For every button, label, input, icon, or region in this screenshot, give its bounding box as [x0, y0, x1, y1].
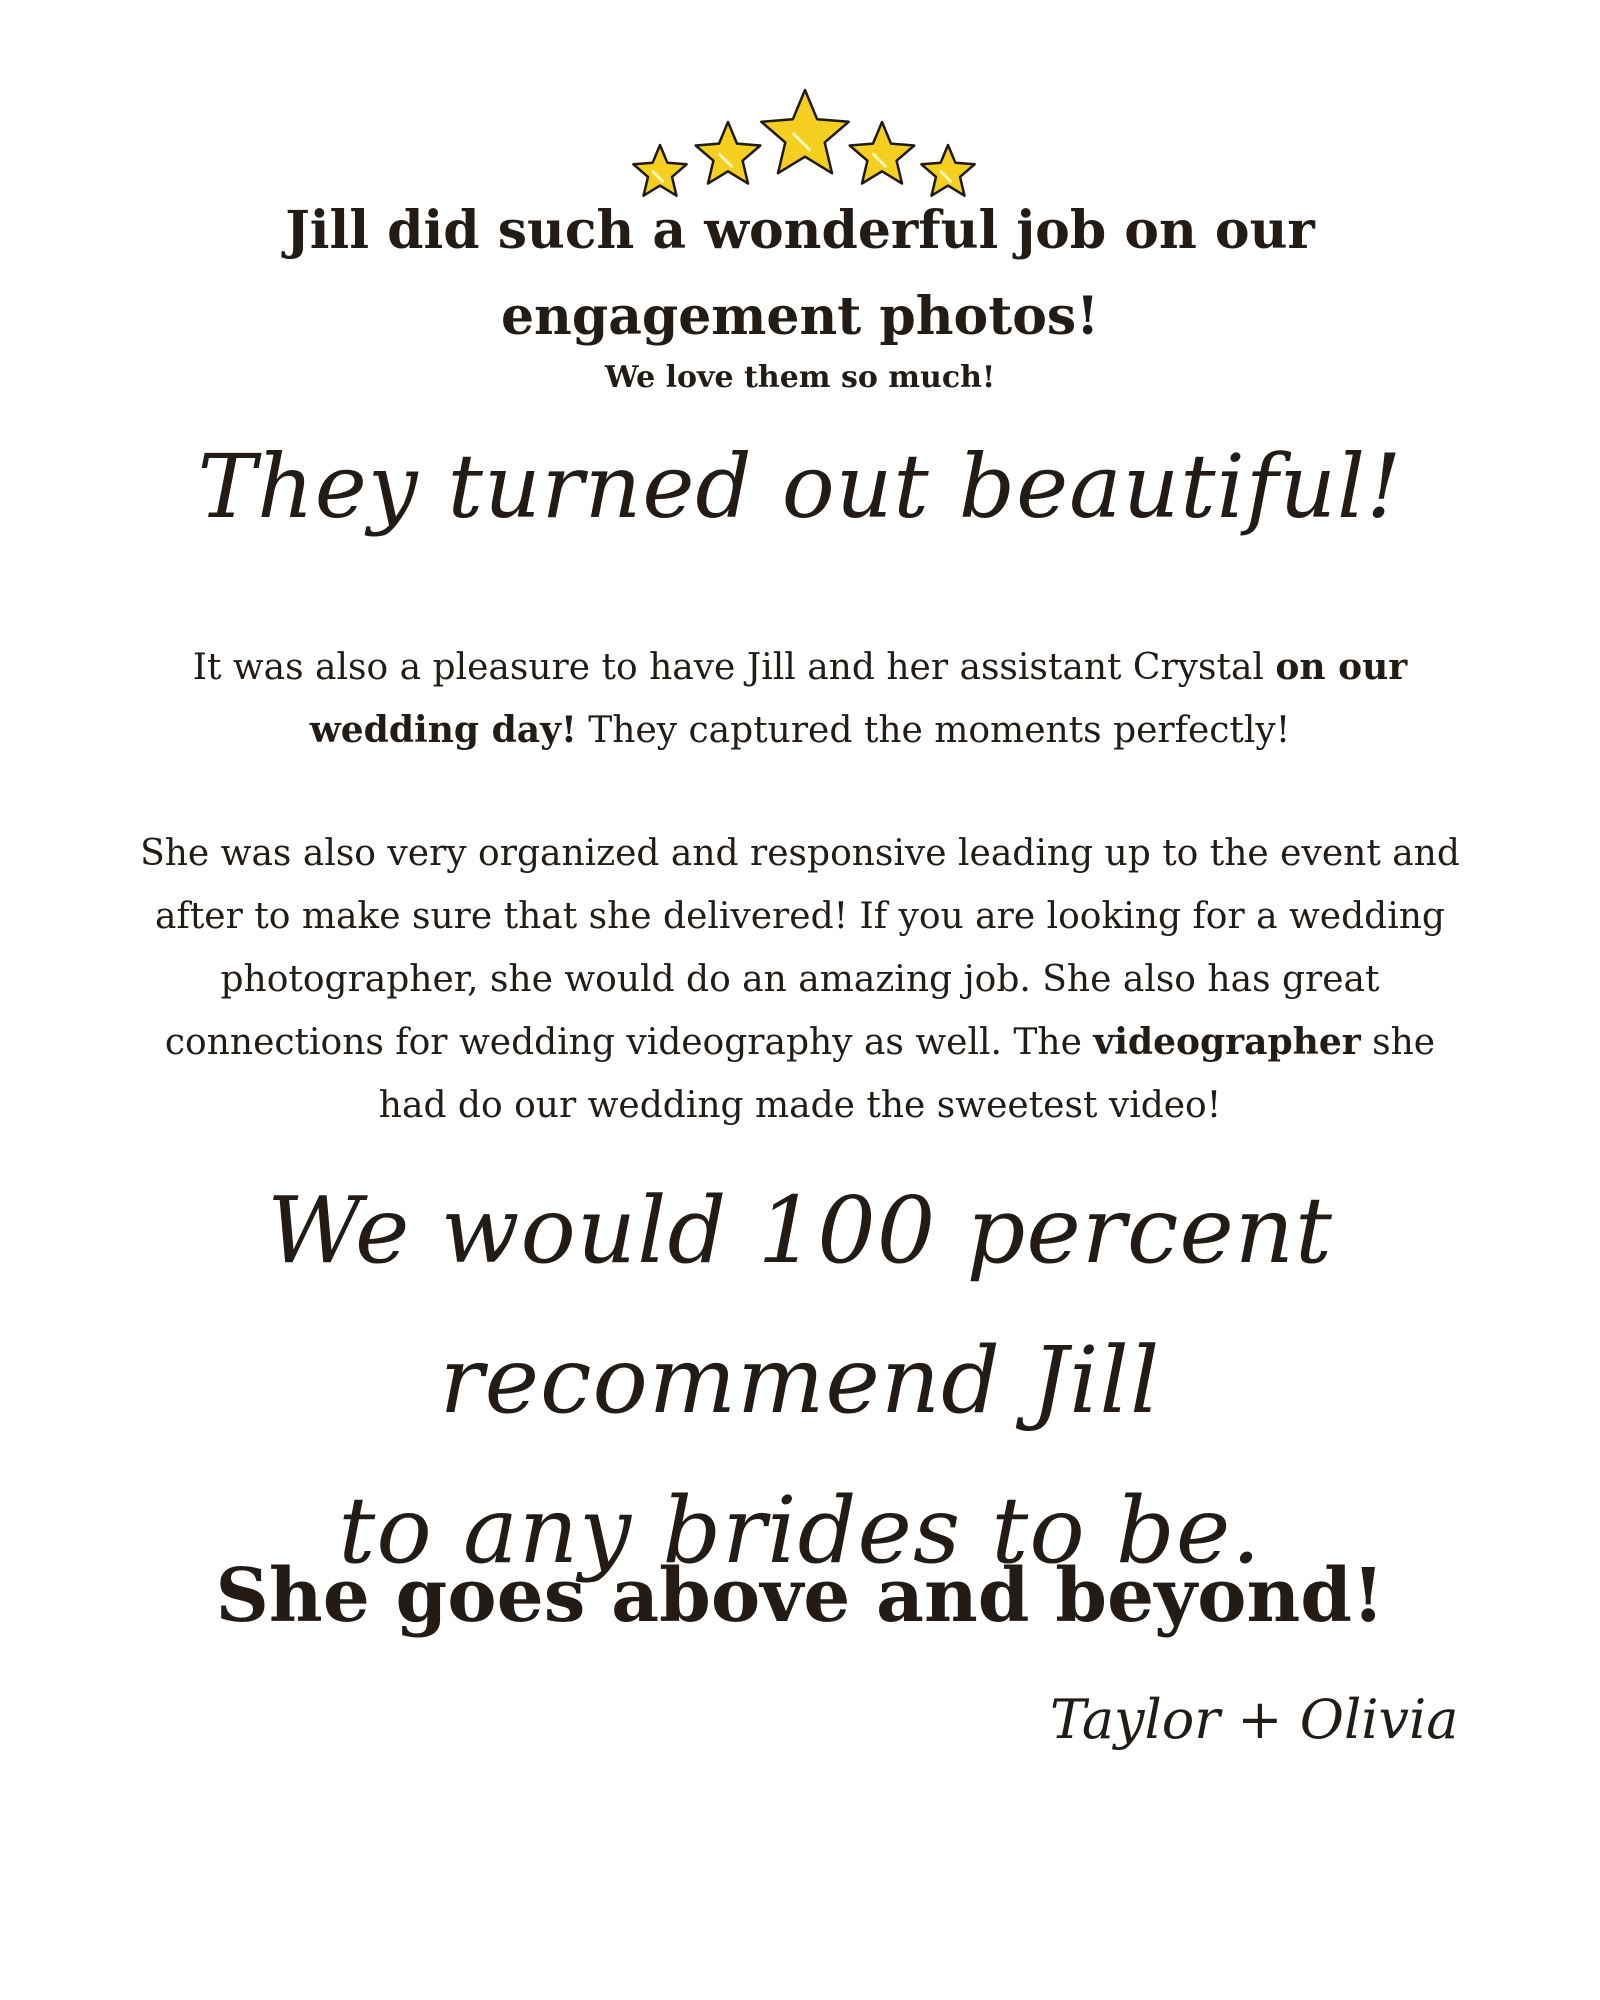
headline-line-2: engagement photos! [500, 286, 1100, 347]
recommendation-line-1: We would 100 percent recommend Jill [266, 1177, 1334, 1434]
star-icon [761, 90, 848, 173]
paragraph-1-text-a: It was also a pleasure to have Jill and her assistant Crystal [192, 647, 1276, 688]
closing-statement: She goes above and beyond! [215, 1553, 1385, 1639]
star-icon [696, 122, 761, 184]
signature: Taylor + Olivia [1050, 1688, 1459, 1751]
headline [0, 188, 1600, 360]
testimonial-paragraph-2 [130, 822, 1470, 1137]
recommendation-line-2: to any brides to be. [338, 1477, 1262, 1584]
paragraph-1-bold: on our wedding day! [309, 646, 1408, 751]
testimonial-paragraph-1 [190, 636, 1410, 762]
subheadline: We love them so much! [604, 360, 996, 395]
headline-line-1: Jill did such a wonderful job on our [285, 200, 1315, 261]
paragraph-1-text-b: They captured the moments perfectly! [576, 710, 1291, 751]
paragraph-2-text-a: She was also very organized and responsive leading up to the event and after to make sure that she delivered! If you are looking for a wedding photographer, she would do an amazing job. She also has great connections for wedding videography as well. The [140, 833, 1460, 1063]
paragraph-2-text-b: she had do our wedding made the sweetest video! [378, 1022, 1436, 1126]
script-line-beautiful: They turned out beautiful! [197, 435, 1403, 538]
script-recommendation [0, 1156, 1600, 1606]
paragraph-2-bold: videographer [1093, 1021, 1361, 1063]
star-icon [850, 122, 915, 184]
